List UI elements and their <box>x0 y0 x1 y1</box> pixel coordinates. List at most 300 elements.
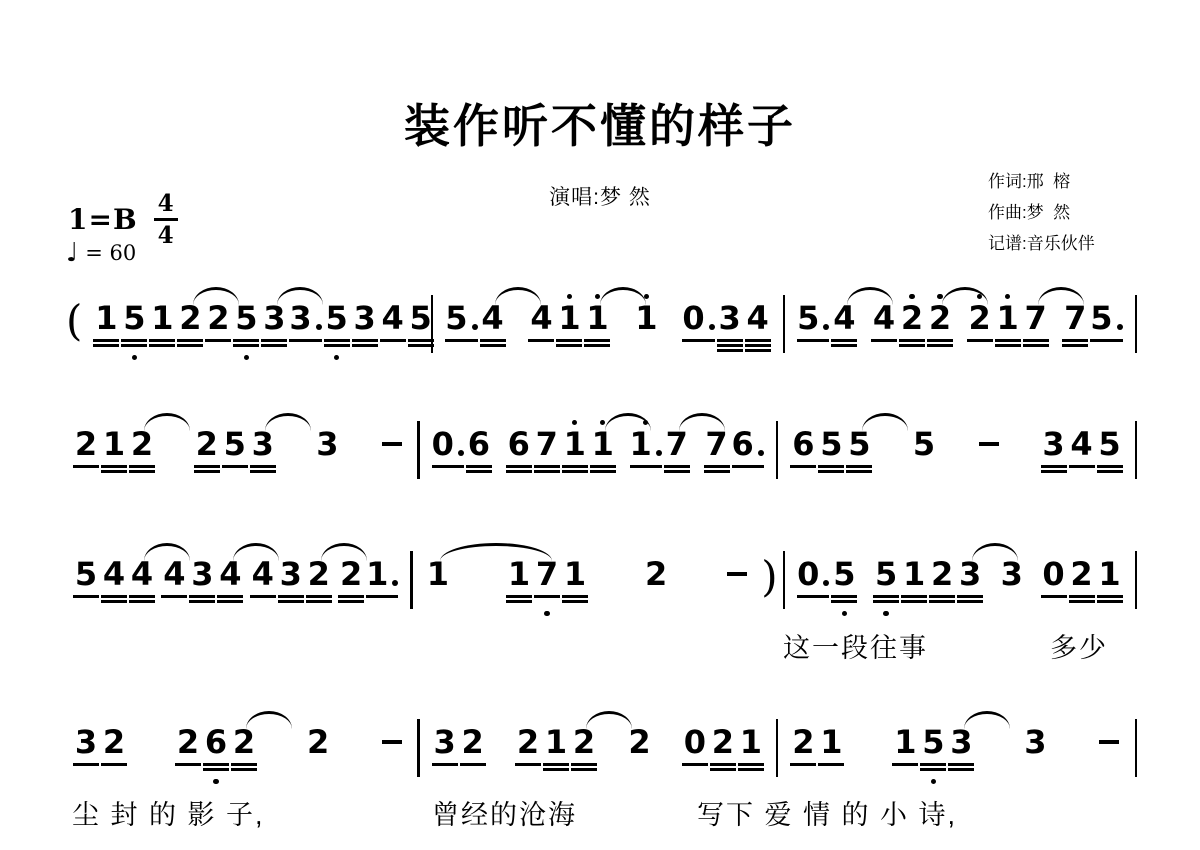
octave-dot-below <box>1041 479 1067 488</box>
beam-lines <box>682 761 708 777</box>
octave-dot-above <box>724 546 750 555</box>
note <box>1021 714 1049 786</box>
octave-dot-below <box>831 609 857 618</box>
octave-dot-below <box>222 479 248 488</box>
beam-lines <box>528 337 554 353</box>
beam-line <box>831 595 857 598</box>
beam-line <box>929 595 955 598</box>
beam-lines <box>626 761 652 777</box>
measure <box>436 290 779 362</box>
beam-line <box>892 763 918 766</box>
note-number: 5 <box>445 299 477 337</box>
note-number: 5 <box>409 299 432 337</box>
beam-line <box>1097 600 1123 603</box>
beam-line <box>408 339 434 342</box>
octave-dot-below <box>194 479 220 488</box>
note <box>365 546 399 618</box>
beam-lines <box>957 593 983 609</box>
octave-dot-above <box>379 714 405 723</box>
lyric-text: 尘 封 的 影 子, <box>72 800 265 830</box>
octave-dot-below <box>738 777 764 786</box>
octave-dot-below <box>543 777 569 786</box>
beam-lines <box>664 463 690 479</box>
beam-lines <box>584 337 610 353</box>
beat-group <box>1040 546 1124 618</box>
note-number: 7 <box>535 425 558 463</box>
beam-line <box>797 339 829 342</box>
note-number: 1 <box>996 299 1019 337</box>
dash-extension <box>382 740 402 744</box>
octave-dot-below <box>1090 353 1122 362</box>
octave-dot-above <box>314 416 340 425</box>
octave-dot-above <box>506 416 532 425</box>
note <box>128 546 156 618</box>
beam-lines <box>745 337 771 353</box>
augmentation-dot <box>709 324 715 330</box>
beam-line <box>129 595 155 598</box>
measure <box>84 290 432 362</box>
beam-lines <box>590 463 616 479</box>
beam-line <box>506 470 532 473</box>
octave-dot-below <box>528 353 554 362</box>
octave-dot-below <box>948 777 974 786</box>
measure <box>64 714 414 786</box>
beam-lines <box>432 463 464 479</box>
octave-dot-above <box>73 714 99 723</box>
octave-dot-above <box>1069 416 1095 425</box>
beam-line <box>101 470 127 473</box>
beam-lines <box>129 593 155 609</box>
octave-dot-above <box>682 290 714 299</box>
beat-group <box>910 416 938 488</box>
octave-dot-above <box>101 546 127 555</box>
beam-line <box>873 595 899 598</box>
beat-group <box>681 290 771 362</box>
beam-lines <box>261 337 287 353</box>
beam-line <box>149 339 175 342</box>
note-number: 6 <box>467 425 491 463</box>
barline <box>783 551 786 609</box>
octave-dot-above <box>790 714 816 723</box>
beat-group <box>514 714 598 786</box>
beam-lines <box>892 761 918 777</box>
beam-line <box>901 600 927 603</box>
beat-group <box>681 714 765 786</box>
beam-lines <box>790 761 816 777</box>
octave-dot-above <box>380 290 406 299</box>
beat-group <box>872 546 984 618</box>
octave-dot-below <box>175 777 201 786</box>
measure <box>416 546 759 618</box>
beam-line <box>194 465 220 468</box>
beam-lines <box>73 593 99 609</box>
beam-line <box>129 470 155 473</box>
octave-dot-below <box>534 609 560 618</box>
lyric-text: 这一段往事 <box>783 633 928 663</box>
beam-line <box>571 768 597 771</box>
music-line-2 <box>64 416 1140 488</box>
dash-extension <box>727 572 747 576</box>
beam-lines <box>899 337 925 353</box>
octave-dot-above <box>175 714 201 723</box>
beam-line <box>562 465 588 468</box>
octave-dot-below <box>1069 479 1095 488</box>
note-number: 7 <box>705 425 728 463</box>
note-number: 1 <box>563 555 587 593</box>
beam-lines <box>129 463 155 479</box>
beam-lines <box>1096 761 1122 777</box>
octave-dot-below <box>432 479 464 488</box>
beam-lines <box>445 337 477 353</box>
octave-dot-below <box>534 479 560 488</box>
beam-lines <box>1069 463 1095 479</box>
beat-group <box>444 290 506 362</box>
beam-lines <box>380 337 406 353</box>
octave-dot-above <box>556 290 582 299</box>
octave-dot-below <box>289 353 321 362</box>
note <box>681 714 709 786</box>
beam-lines <box>633 337 659 353</box>
octave-dot-below <box>1023 353 1049 362</box>
beam-line <box>562 600 588 603</box>
note <box>72 714 100 786</box>
beam-line <box>927 339 953 342</box>
octave-dot-above <box>732 416 764 425</box>
beam-line <box>129 465 155 468</box>
note-number: 2 <box>74 425 98 463</box>
lyric-text: 曾经的沧海 <box>432 800 577 830</box>
beam-line <box>324 339 350 342</box>
beam-line <box>149 344 175 347</box>
beam-lines <box>901 593 927 609</box>
beam-line <box>480 344 506 347</box>
tempo-value: = 60 <box>85 241 137 265</box>
octave-dot-above <box>408 290 434 299</box>
measure <box>788 546 1131 618</box>
beam-line <box>899 339 925 342</box>
note <box>1040 416 1068 488</box>
octave-dot-below <box>626 777 652 786</box>
beam-line <box>543 763 569 766</box>
beat-group <box>193 416 277 488</box>
note-number: 1 <box>902 555 926 593</box>
octave-dot-below <box>797 609 829 618</box>
beam-line <box>929 600 955 603</box>
note-number: 2 <box>461 723 484 761</box>
note-number: 3 <box>74 723 98 761</box>
note-number: 2 <box>306 723 330 761</box>
beam-lines <box>999 593 1025 609</box>
octave-dot-above <box>222 416 248 425</box>
barline <box>776 719 779 777</box>
note <box>1068 416 1096 488</box>
note-number: 2 <box>792 723 815 761</box>
beam-line <box>306 595 332 598</box>
note-number: 5 <box>820 425 843 463</box>
octave-dot-above <box>899 290 925 299</box>
octave-dot-above <box>710 714 736 723</box>
note <box>92 290 120 362</box>
note <box>900 546 928 618</box>
note-number: 4 <box>481 299 504 337</box>
beam-line <box>790 763 816 766</box>
beam-line <box>967 339 993 342</box>
beam-lines <box>797 593 829 609</box>
note <box>100 546 128 618</box>
beam-line <box>948 768 974 771</box>
beam-line <box>717 344 743 347</box>
octave-dot-below <box>73 479 99 488</box>
beam-line <box>121 339 147 342</box>
beat-group <box>378 416 406 488</box>
beam-lines <box>506 463 532 479</box>
octave-dot-above <box>920 714 946 723</box>
note <box>378 714 406 786</box>
octave-dot-below <box>1097 609 1123 618</box>
note <box>100 416 128 488</box>
note-number: 2 <box>232 723 256 761</box>
octave-dot-above <box>717 290 743 299</box>
note <box>304 714 332 786</box>
measure <box>781 416 1131 488</box>
beam-lines <box>324 337 350 353</box>
note-number: 5 <box>874 555 898 593</box>
beam-line <box>217 595 243 598</box>
octave-dot-above <box>873 546 899 555</box>
note <box>926 290 954 362</box>
beam-lines <box>818 761 844 777</box>
octave-dot-above <box>745 290 771 299</box>
beam-line <box>957 595 983 598</box>
note-number: 1 <box>366 555 398 593</box>
time-denominator: 4 <box>157 222 174 249</box>
beam-line <box>352 344 378 347</box>
beam-lines <box>1062 337 1088 353</box>
note <box>378 416 406 488</box>
measure <box>64 416 414 488</box>
measure <box>423 416 773 488</box>
open-paren: ( <box>66 296 83 345</box>
beam-lines <box>205 337 231 353</box>
octave-dot-below <box>425 609 451 618</box>
beam-line <box>590 465 616 468</box>
augmentation-dot <box>656 450 662 456</box>
note-number: 3 <box>263 299 286 337</box>
note <box>891 714 919 786</box>
beam-line <box>1069 465 1095 468</box>
beam-lines <box>1097 593 1123 609</box>
beam-lines <box>278 593 304 609</box>
note <box>796 290 830 362</box>
beam-line <box>480 339 506 342</box>
beam-line <box>129 600 155 603</box>
note-number: 0 <box>797 555 829 593</box>
octave-dot-below <box>717 353 743 362</box>
octave-dot-above <box>1041 546 1067 555</box>
octave-dot-below <box>161 609 187 618</box>
note <box>744 290 772 362</box>
beam-line <box>584 339 610 342</box>
octave-dot-above <box>305 714 331 723</box>
beat-group <box>796 290 858 362</box>
beam-lines <box>543 761 569 777</box>
note <box>830 546 858 618</box>
octave-dot-below <box>205 353 231 362</box>
octave-dot-below <box>129 479 155 488</box>
octave-dot-above <box>93 290 119 299</box>
beam-line <box>534 595 560 598</box>
octave-dot-below <box>432 777 458 786</box>
beam-line <box>957 600 983 603</box>
note-number <box>1096 723 1122 761</box>
note-number: 2 <box>928 299 952 337</box>
beam-lines <box>717 337 743 353</box>
note-number: 4 <box>102 555 126 593</box>
octave-dot-above <box>73 546 99 555</box>
note-number: 2 <box>628 723 651 761</box>
octave-dot-below <box>306 609 332 618</box>
octave-dot-below <box>920 777 946 786</box>
octave-dot-below <box>101 479 127 488</box>
beam-lines <box>121 337 147 353</box>
beam-line <box>664 465 690 468</box>
note-number: 4 <box>219 555 242 593</box>
beam-line <box>506 465 532 468</box>
note-number: 1 <box>507 555 531 593</box>
note-number: 1 <box>739 723 762 761</box>
note <box>72 416 100 488</box>
octave-dot-below <box>899 353 925 362</box>
octave-dot-above <box>643 546 669 555</box>
beam-line <box>101 465 127 468</box>
beam-line <box>818 470 844 473</box>
octave-dot-below <box>379 777 405 786</box>
note <box>193 416 221 488</box>
note <box>723 546 751 618</box>
beam-lines <box>177 337 203 353</box>
octave-dot-above <box>121 290 147 299</box>
octave-dot-below <box>704 479 730 488</box>
beat-group <box>431 714 487 786</box>
octave-dot-above <box>562 546 588 555</box>
beam-line <box>93 344 119 347</box>
note-number: 2 <box>130 425 154 463</box>
beat-group <box>424 546 452 618</box>
note <box>561 546 589 618</box>
octave-dot-below <box>682 777 708 786</box>
beam-line <box>710 768 736 771</box>
beam-lines <box>1090 337 1122 353</box>
beam-lines <box>217 593 243 609</box>
note-number: 5 <box>325 299 348 337</box>
augmentation-dot <box>1117 324 1123 330</box>
beam-line <box>506 595 532 598</box>
note-number: 2 <box>207 299 230 337</box>
beam-lines <box>175 761 201 777</box>
beam-line <box>528 339 554 342</box>
beam-line <box>278 595 304 598</box>
beam-line <box>177 339 203 342</box>
beam-lines <box>515 761 541 777</box>
octave-dot-above <box>278 546 304 555</box>
note <box>176 290 204 362</box>
note <box>994 290 1022 362</box>
octave-dot-below <box>101 609 127 618</box>
beam-line <box>831 600 857 603</box>
octave-dot-below <box>445 353 477 362</box>
beam-line <box>818 465 844 468</box>
octave-dot-below <box>379 479 405 488</box>
barline <box>1135 719 1138 777</box>
beam-line <box>704 470 730 473</box>
beam-lines <box>948 761 974 777</box>
octave-dot-below <box>1022 777 1048 786</box>
note-number: 3 <box>433 723 456 761</box>
octave-dot-below <box>506 609 532 618</box>
note-number: 4 <box>130 555 154 593</box>
note-number: 1 <box>544 723 568 761</box>
beam-line <box>717 349 743 352</box>
note-number: 0 <box>683 723 706 761</box>
beam-line <box>161 595 187 598</box>
octave-dot-above <box>466 416 492 425</box>
note-number: 5 <box>1098 425 1121 463</box>
beat-group <box>1095 714 1123 786</box>
note-number: 1 <box>563 425 586 463</box>
note-number: 3 <box>191 555 214 593</box>
beam-line <box>189 595 215 598</box>
note-number: 5 <box>123 299 146 337</box>
note <box>1040 546 1068 618</box>
note-number: 6 <box>204 723 228 761</box>
octave-dot-below <box>901 609 927 618</box>
octave-dot-below <box>976 479 1002 488</box>
note <box>789 416 817 488</box>
augmentation-dot <box>458 450 464 456</box>
beat-group <box>174 714 258 786</box>
beam-lines <box>250 463 276 479</box>
beam-line <box>717 339 743 342</box>
augmentation-dot <box>823 580 829 586</box>
beam-lines <box>534 593 560 609</box>
note-number: 2 <box>179 299 202 337</box>
beam-lines <box>911 463 937 479</box>
octave-dot-above <box>352 290 378 299</box>
beam-line <box>432 763 458 766</box>
beam-lines <box>1097 463 1123 479</box>
octave-dot-above <box>976 416 1002 425</box>
beat-group <box>789 416 873 488</box>
beam-line <box>250 595 276 598</box>
augmentation-dot <box>316 324 322 330</box>
note-number: 2 <box>307 555 330 593</box>
beat-group <box>92 290 204 362</box>
beam-line <box>562 470 588 473</box>
beat-group <box>723 546 751 618</box>
note-number: 7 <box>535 555 559 593</box>
note-number: 5 <box>74 555 98 593</box>
beam-line <box>846 470 872 473</box>
beam-line <box>920 768 946 771</box>
beam-line <box>231 763 257 766</box>
note-number: 1 <box>630 425 662 463</box>
octave-dot-above <box>995 290 1021 299</box>
beam-line <box>306 600 332 603</box>
beam-line <box>920 763 946 766</box>
note <box>975 416 1003 488</box>
note <box>1096 546 1124 618</box>
beam-lines <box>846 463 872 479</box>
